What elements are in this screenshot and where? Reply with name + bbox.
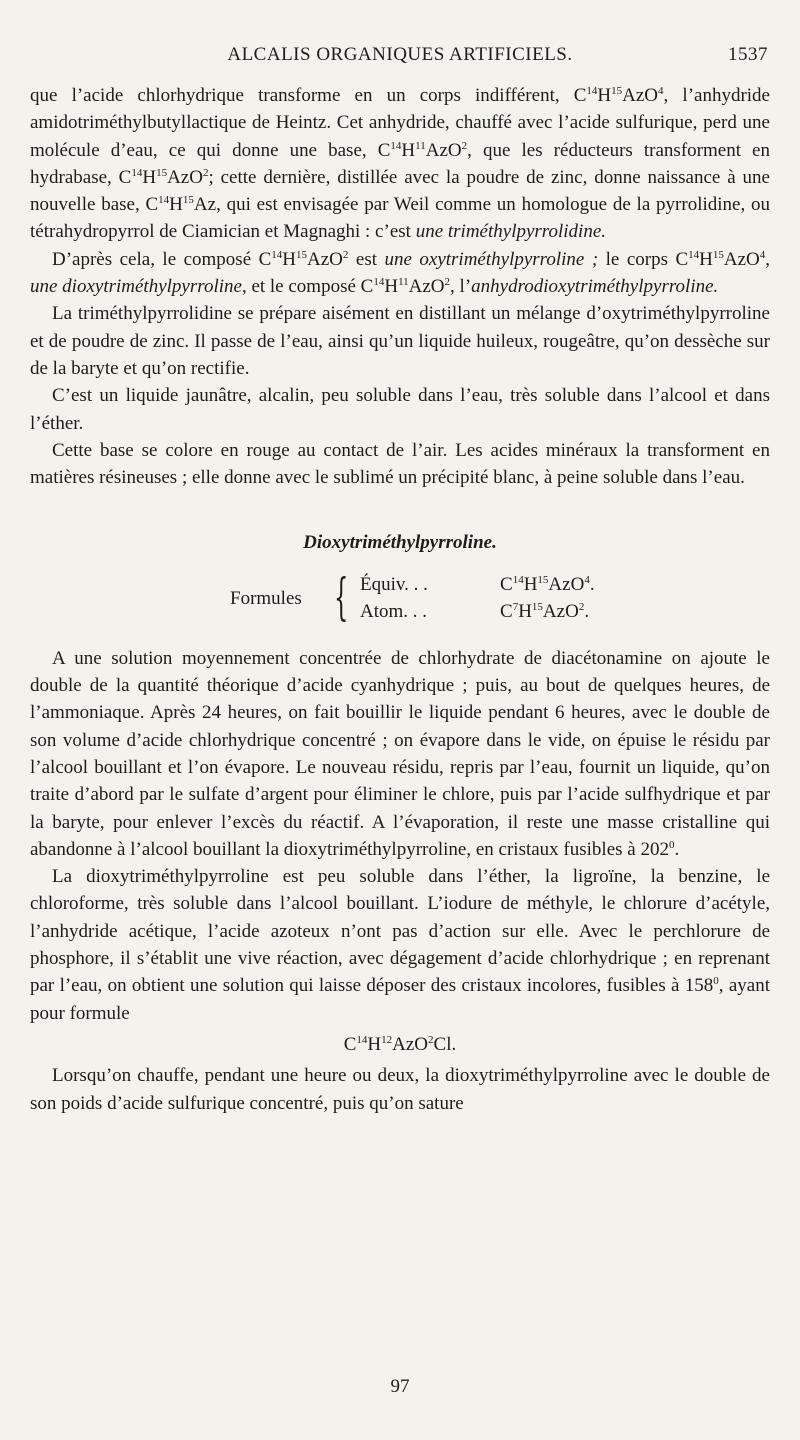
- paragraph-8: Lorsqu’on chauffe, pendant une heure ou deux, la dioxytriméthylpyrroline avec le double de son poids d’acide sulfurique concentré, puis qu’on sature: [30, 1065, 770, 1114]
- brace-icon: {: [334, 567, 349, 626]
- paragraph-7: La dioxytriméthylpyrroline est peu soluble dans l’éther, la ligroïne, la benzine, le chloroforme, très soluble dans l’alcool bouillant. L’iodure de méthyle, le chlorure d’acétyle, l’anhydride acétique, l’acide azoteux n’ont pas d’action sur elle. Avec le perchlorure de phosphore, il s’établit une vive réaction, avec dégagement d’acide chlorhydrique ; en reprenant par l’eau, on obtient une solution qui laisse déposer des cristaux incolores, fusibles à $158^0$, ayant pour formule: [30, 866, 770, 1024]
- paragraph-1: que l’acide chlorhydrique transforme en un corps indifférent, $C^{14}H^{15}AzO^4$, l’anhydride amidotriméthylbutyllactique de Heintz. Cet anhydride, chauffé avec l’acide sulfurique, perd une molécule d’eau, ce qui donne une base, $C^{14}H^{11}AzO^2$, que les réducteurs transforment en hydrabase, $C^{14}H^{15}AzO^2$; cette dernière, distillée avec la poudre de zinc, donne naissance à une nouvelle base, $C^{14}H^{15}Az$, qui est envisagée par Weil comme un homologue de la pyrrolidine, ou tétrahydropyrrol de Ciamician et Magnaghi : c’est une triméthylpyrrolidine.: [30, 85, 771, 243]
- page-header: [32, 44, 768, 70]
- formula-table: [30, 569, 770, 629]
- section-title: Dioxytriméthylpyrroline.: [303, 532, 497, 554]
- centered-formula: $C^{14}H^{12}AzO^2Cl$.: [343, 1033, 457, 1055]
- formula-row-atom-value: $C^7H^{15}AzO^2$.: [500, 600, 590, 622]
- running-title: ALCALIS ORGANIQUES ARTIFICIELS.: [227, 44, 573, 65]
- formula-row-equiv-value: $C^{14}H^{15}AzO^4$.: [500, 573, 595, 595]
- paragraph-2: D’après cela, le composé $C^{14}H^{15}AzO^2$ est une oxytriméthylpyrroline ; le corps $C^{14}H^{15}AzO^4$, une dioxytriméthylpyrroline, et le composé $C^{14}H^{11}AzO^2$, l’anhydrodioxytriméthylpyrroline.: [30, 248, 771, 298]
- formula-row-equiv-label: Équiv. . .: [360, 573, 428, 595]
- paragraph-3: La triméthylpyrrolidine se prépare aisément en distillant un mélange d’oxytriméthylpyrroline et de poudre de zinc. Il passe de l’eau, ainsi qu’un liquide huileux, rougeâtre, qu’on dessèche sur de la baryte et qu’on rectifie.: [30, 303, 770, 379]
- page-body: [30, 82, 770, 1117]
- formula-label: Formules: [230, 587, 302, 609]
- paragraph-5: Cette base se colore en rouge au contact de l’air. Les acides minéraux la transforment en matières résineuses ; elle donne avec le sublimé un précipité blanc, à peine soluble dans l’eau.: [30, 439, 770, 489]
- formula-row-atom-label: Atom. . .: [360, 600, 428, 622]
- signature-number: 97: [390, 1376, 410, 1397]
- paragraph-6: A une solution moyennement concentrée de chlorhydrate de diacétonamine on ajoute le double de la quantité théorique d’acide cyanhydrique ; puis, au bout de quelques heures, de l’ammoniaque. Après 24 heures, on fait bouillir le liquide pendant 6 heures, avec le double de son volume d’acide chlorhydrique concentré ; on évapore dans le vide, on épuise le résidu par l’alcool bouillant et l’on évapore. Le nouveau résidu, repris par l’eau, fournit un liquide, qu’on traite d’abord par le sulfate d’argent pour éliminer le chlore, puis par l’acide sulfhydrique et par la baryte, pour enlever l’excès du réactif. A l’évaporation, il reste une masse cristalline qui abandonne à l’alcool bouillant la dioxytriméthylpyrroline, en cristaux fusibles à $202^0$.: [30, 647, 770, 860]
- page-number: 1537: [728, 44, 768, 65]
- paragraph-4: C’est un liquide jaunâtre, alcalin, peu soluble dans l’eau, très soluble dans l’alcool et dans l’éther.: [30, 385, 770, 434]
